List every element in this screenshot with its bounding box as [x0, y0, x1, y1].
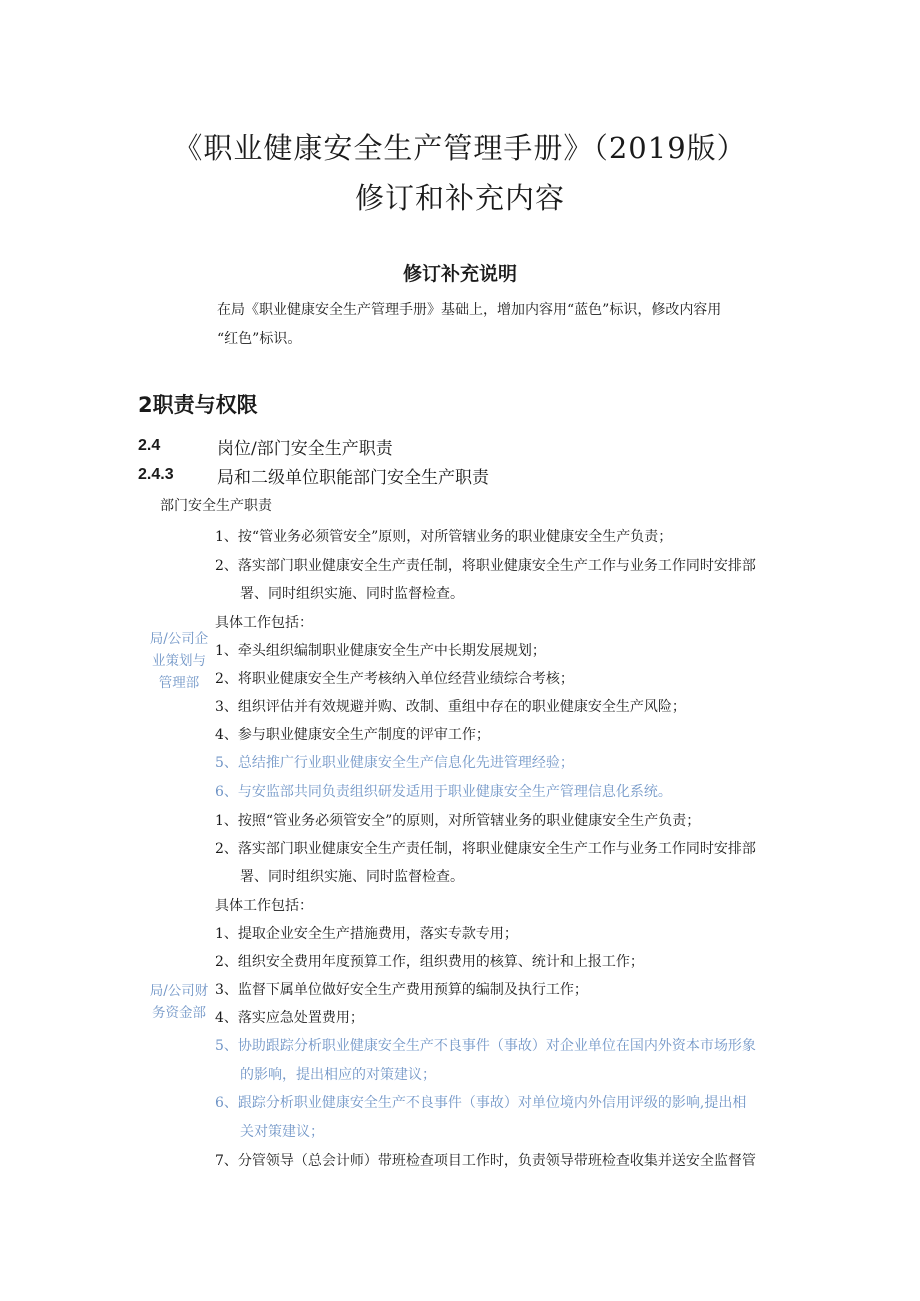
- finance-item-2-line2: 署、同时组织实施、同时监督检查。: [240, 869, 464, 885]
- section-heading: 2职责与权限: [138, 393, 258, 417]
- finance-work-6-line1: 6、跟踪分析职业健康安全生产不良事件（事故）对单位境内外信用评级的影响,提出相: [215, 1095, 747, 1111]
- finance-work-2: 2、组织安全费用年度预算工作，组织费用的核算、统计和上报工作；: [215, 954, 644, 970]
- finance-work-3: 3、监督下属单位做好安全生产费用预算的编制及执行工作；: [215, 982, 588, 998]
- planning-work-includes: 具体工作包括：: [215, 615, 313, 631]
- finance-work-7-line1: 7、分管领导（总会计师）带班检查项目工作时，负责领导带班检查收集并送安全监督管: [215, 1153, 756, 1169]
- side-label-line: 局/公司财: [149, 983, 209, 999]
- side-label-line: 局/公司企: [149, 631, 209, 647]
- finance-item-1: 1、按照“管业务必须管安全”的原则，对所管辖业务的职业健康安全生产负责；: [215, 813, 701, 829]
- finance-item-2-line1: 2、落实部门职业健康安全生产责任制，将职业健康安全生产工作与业务工作同时安排部: [215, 841, 756, 857]
- subsection-number-2-4: 2.4: [138, 437, 161, 454]
- finance-work-5-line2: 的影响，提出相应的对策建议；: [240, 1067, 436, 1083]
- subsection-number-2-4-3: 2.4.3: [138, 466, 174, 483]
- planning-work-1: 1、牵头组织编制职业健康安全生产中长期发展规划；: [215, 643, 546, 659]
- side-label-line: 业策划与: [152, 653, 206, 669]
- subsection-title-2-4: 岗位/部门安全生产职责: [217, 439, 393, 459]
- finance-work-6-line2: 关对策建议；: [240, 1124, 324, 1140]
- planning-work-4: 4、参与职业健康安全生产制度的评审工作；: [215, 727, 490, 743]
- finance-work-5-line1: 5、协助跟踪分析职业健康安全生产不良事件（事故）对企业单位在国内外资本市场形象: [215, 1038, 756, 1054]
- revision-note-line2: “红色”标识。: [217, 331, 302, 347]
- document-title-line2: 修订和补充内容: [354, 181, 565, 215]
- planning-work-5: 5、总结推广行业职业健康安全生产信息化先进管理经验；: [215, 755, 574, 771]
- revision-heading: 修订补充说明: [402, 263, 517, 285]
- subsection-title-2-4-3: 局和二级单位职能部门安全生产职责: [217, 468, 489, 488]
- planning-item-2-line1: 2、落实部门职业健康安全生产责任制，将职业健康安全生产工作与业务工作同时安排部: [215, 558, 756, 574]
- planning-work-6: 6、与安监部共同负责组织研发适用于职业健康安全生产管理信息化系统。: [215, 784, 672, 800]
- side-label-planning-dept: [143, 628, 215, 694]
- planning-item-2-line2: 署、同时组织实施、同时监督检查。: [240, 586, 464, 602]
- finance-work-includes: 具体工作包括：: [215, 898, 313, 914]
- side-label-finance-dept: [143, 980, 215, 1024]
- side-label-line: 管理部: [158, 675, 200, 691]
- dept-duty-label: 部门安全生产职责: [160, 498, 272, 514]
- document-title-line1: 《职业健康安全生产管理手册》（2019版）: [173, 131, 747, 165]
- planning-item-1: 1、按“管业务必须管安全”原则，对所管辖业务的职业健康安全生产负责；: [215, 529, 673, 545]
- revision-note-line1: 在局《职业健康安全生产管理手册》基础上，增加内容用“蓝色”标识，修改内容用: [217, 302, 722, 318]
- finance-work-1: 1、提取企业安全生产措施费用，落实专款专用；: [215, 926, 518, 942]
- side-label-line: 务资金部: [152, 1005, 206, 1021]
- finance-work-4: 4、落实应急处置费用；: [215, 1010, 364, 1026]
- planning-work-2: 2、将职业健康安全生产考核纳入单位经营业绩综合考核；: [215, 671, 574, 687]
- planning-work-3: 3、组织评估并有效规避并购、改制、重组中存在的职业健康安全生产风险；: [215, 699, 686, 715]
